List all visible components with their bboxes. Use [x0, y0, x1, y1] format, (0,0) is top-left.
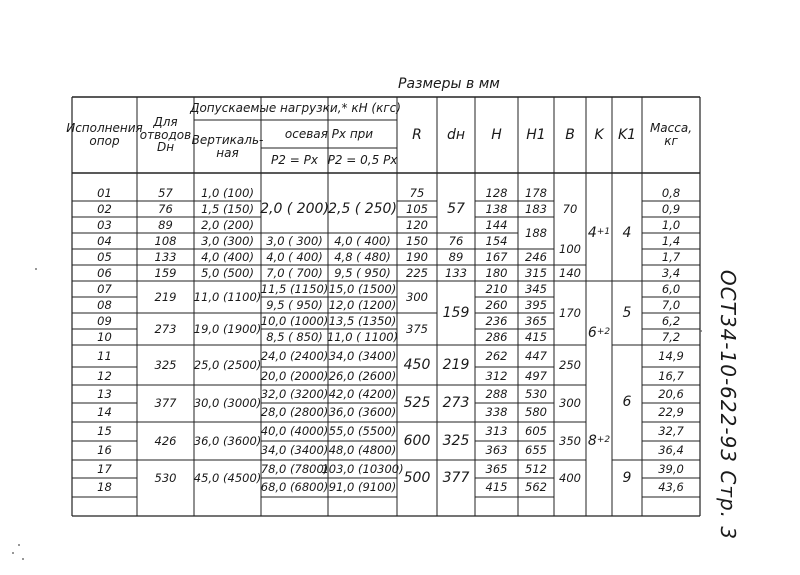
scan-speck: [22, 558, 24, 560]
K-cell: 8 +2: [587, 432, 611, 449]
dn-cell: 325: [154, 357, 177, 372]
mass-cell: 43,6: [658, 480, 684, 495]
R-cell: 150: [406, 233, 428, 248]
K1-cell: 5: [622, 304, 632, 321]
H-cell: 210: [485, 281, 508, 296]
variant-cell: 01: [97, 185, 112, 200]
dn-cell: 219: [154, 289, 177, 304]
variant-cell: 09: [97, 313, 112, 328]
dn-cell: 89: [158, 217, 173, 232]
axial-load-p2-eq-cell: 68,0 (6800): [260, 480, 329, 495]
axial-load-p2-half-cell: 42,0 (4200): [328, 386, 397, 401]
variant-cell: 06: [97, 265, 112, 280]
header-variant: Исполнения опор: [66, 121, 143, 148]
R-cell: 525: [403, 395, 431, 412]
header-K: K: [594, 126, 604, 143]
axial-load-p2-half-cell: 34,0 (3400): [328, 348, 397, 363]
B-cell: 400: [559, 471, 581, 486]
R-cell: 450: [403, 356, 431, 373]
mass-cell: 7,0: [661, 297, 681, 312]
R-cell: 190: [406, 249, 428, 264]
H1-cell: 395: [525, 297, 547, 312]
header-loads: Допускаемые нагрузки,* кН (кгс): [190, 101, 401, 116]
dn-pipe-cell: 76: [448, 233, 464, 248]
axial-load-p2-eq-cell: 7,0 ( 700): [266, 265, 323, 280]
H-cell: 154: [485, 233, 508, 248]
scan-speck: [18, 544, 20, 546]
header-dn-pipe: dн: [446, 126, 466, 143]
scan-speck: [35, 268, 37, 270]
H-cell: 286: [485, 329, 508, 344]
vertical-load-cell: 1,5 (150): [201, 201, 254, 216]
B-cell: 100: [559, 241, 581, 256]
vertical-load-cell: 45,0 (4500): [193, 471, 262, 486]
H-cell: 260: [485, 297, 508, 312]
H1-cell: 365: [525, 313, 547, 328]
variant-cell: 14: [97, 405, 112, 420]
B-cell: 350: [559, 433, 581, 448]
dn-cell: 426: [154, 433, 177, 448]
mass-cell: 16,7: [658, 368, 684, 383]
scan-speck: [700, 330, 702, 332]
H1-cell: 178: [525, 185, 547, 200]
axial-load-p2-half-cell: 15,0 (1500): [328, 281, 397, 296]
mass-cell: 1,0: [661, 217, 681, 232]
H1-cell: 530: [525, 386, 547, 401]
axial-load-p2-eq-cell: 20,0 (2000): [260, 368, 329, 383]
axial-load-p2-eq-cell: 24,0 (2400): [260, 348, 329, 363]
mass-cell: 22,9: [658, 405, 684, 420]
H1-cell: 562: [525, 480, 547, 495]
header-vertical: Вертикаль-ная: [191, 132, 264, 160]
mass-cell: 1,7: [661, 249, 681, 264]
H-cell: 365: [485, 461, 508, 476]
K1-cell: 9: [622, 470, 632, 487]
axial-load-p2-eq-cell: 34,0 (3400): [260, 443, 329, 458]
axial-load-p2-half-cell: 55,0 (5500): [328, 424, 397, 439]
dn-cell: 133: [154, 249, 177, 264]
H1-cell: 655: [525, 443, 547, 458]
dn-pipe-cell: 325: [442, 432, 470, 449]
axial-load-p2-eq-cell: 40,0 (4000): [260, 424, 329, 439]
header-H: H: [491, 126, 502, 143]
H-cell: 313: [485, 424, 508, 439]
R-cell: 600: [403, 432, 431, 449]
variant-cell: 10: [97, 329, 112, 344]
dn-pipe-cell: 273: [442, 395, 470, 412]
header-K1: K1: [617, 126, 637, 143]
axial-load-p2-half-cell: 9,5 ( 950): [334, 265, 391, 280]
vertical-load-cell: 19,0 (1900): [193, 321, 262, 336]
axial-load-p2-half-cell: 4,0 ( 400): [334, 233, 391, 248]
dn-cell: 57: [158, 185, 173, 200]
dn-pipe-cell: 133: [445, 265, 467, 280]
axial-load-p2-half-cell: 12,0 (1200): [328, 297, 397, 312]
vertical-load-cell: 36,0 (3600): [193, 433, 262, 448]
R-cell: 75: [409, 185, 425, 200]
dn-pipe-cell: 57: [447, 200, 465, 217]
variant-cell: 17: [97, 461, 112, 476]
mass-cell: 20,6: [658, 386, 684, 401]
header-mass: Масса, кг: [649, 121, 693, 148]
R-cell: 105: [406, 201, 428, 216]
H1-cell: 246: [525, 249, 547, 264]
vertical-load-cell: 2,0 (200): [201, 217, 254, 232]
axial-load-p2-half-cell: 48,0 (4800): [328, 443, 397, 458]
axial-load-p2-eq-cell: 2,0 ( 200): [260, 200, 329, 217]
H-cell: 338: [485, 405, 508, 420]
R-cell: 225: [406, 265, 428, 280]
header-dn: Для отводов Dн: [139, 115, 192, 155]
variant-cell: 13: [97, 386, 112, 401]
B-cell: 70: [562, 201, 578, 216]
axial-load-p2-half-cell: 2,5 ( 250): [328, 200, 397, 217]
variant-cell: 11: [97, 348, 112, 363]
axial-load-p2-half-cell: 103,0 (10300): [321, 461, 404, 476]
variant-cell: 03: [97, 217, 112, 232]
dn-pipe-cell: 377: [442, 470, 470, 487]
R-cell: 300: [406, 289, 428, 304]
axial-load-p2-eq-cell: 10,0 (1000): [260, 313, 329, 328]
H1-cell: 183: [525, 201, 547, 216]
variant-cell: 02: [97, 201, 112, 216]
H-cell: 180: [485, 265, 508, 280]
mass-cell: 7,2: [661, 329, 681, 344]
H-cell: 262: [485, 348, 508, 363]
vertical-load-cell: 5,0 (500): [201, 265, 254, 280]
mass-cell: 32,7: [658, 424, 684, 439]
B-cell: 170: [559, 305, 581, 320]
H1-cell: 512: [525, 461, 547, 476]
dn-cell: 76: [158, 201, 173, 216]
variant-cell: 08: [97, 297, 112, 312]
variant-cell: 16: [97, 443, 112, 458]
axial-load-p2-eq-cell: 3,0 ( 300): [266, 233, 323, 248]
dn-cell: 530: [154, 471, 177, 486]
R-cell: 500: [403, 470, 431, 487]
header-H1: H1: [526, 126, 546, 143]
axial-load-p2-eq-cell: 28,0 (2800): [260, 405, 329, 420]
axial-load-p2-eq-cell: 11,5 (1150): [260, 281, 329, 296]
axial-load-p2-half-cell: 36,0 (3600): [328, 405, 397, 420]
B-cell: 300: [559, 396, 581, 411]
axial-load-p2-half-cell: 26,0 (2600): [328, 368, 397, 383]
mass-cell: 6,2: [661, 313, 681, 328]
dn-pipe-cell: 219: [442, 356, 470, 373]
axial-load-p2-eq-cell: 4,0 ( 400): [266, 249, 323, 264]
H1-cell: 315: [525, 265, 547, 280]
mass-cell: 0,8: [661, 185, 681, 200]
H-cell: 288: [485, 386, 508, 401]
variant-cell: 18: [97, 480, 112, 495]
H-cell: 138: [485, 201, 508, 216]
mass-cell: 1,4: [661, 233, 681, 248]
header-axial: осевая Px при: [284, 126, 374, 141]
axial-load-p2-eq-cell: 78,0 (7800): [260, 461, 329, 476]
B-cell: 140: [559, 265, 581, 280]
variant-cell: 15: [97, 424, 112, 439]
page-title: Размеры в мм: [398, 76, 500, 92]
H1-cell: 447: [525, 348, 547, 363]
document-code-text: ОСТ34-10-622-93 Стр. 3: [716, 269, 741, 541]
variant-cell: 04: [97, 233, 112, 248]
axial-load-p2-eq-cell: 32,0 (3200): [260, 386, 329, 401]
K1-cell: 4: [622, 224, 632, 241]
variant-cell: 05: [97, 249, 112, 264]
dn-cell: 159: [154, 265, 177, 280]
mass-cell: 36,4: [658, 443, 684, 458]
R-cell: 120: [406, 217, 428, 232]
H1-cell: 188: [525, 225, 547, 240]
vertical-load-cell: 30,0 (3000): [193, 396, 262, 411]
H1-cell: 415: [525, 329, 547, 344]
H1-cell: 345: [525, 281, 547, 296]
scan-speck: [12, 552, 14, 554]
vertical-load-cell: 11,0 (1100): [193, 289, 262, 304]
H-cell: 415: [485, 480, 508, 495]
K1-cell: 6: [622, 394, 632, 411]
K-cell: 6 +2: [587, 324, 611, 341]
vertical-load-cell: 4,0 (400): [201, 249, 254, 264]
axial-load-p2-eq-cell: 9,5 ( 950): [266, 297, 323, 312]
header-R: R: [412, 126, 422, 143]
dn-pipe-cell: 89: [448, 249, 464, 264]
header-p2-half: P2 = 0,5 Px: [327, 153, 398, 168]
H-cell: 167: [485, 249, 508, 264]
R-cell: 375: [406, 321, 428, 336]
H-cell: 312: [485, 368, 508, 383]
variant-cell: 07: [97, 281, 112, 296]
vertical-load-cell: 25,0 (2500): [193, 357, 262, 372]
mass-cell: 3,4: [661, 265, 681, 280]
variant-cell: 12: [97, 368, 112, 383]
mass-cell: 14,9: [658, 348, 684, 363]
vertical-load-cell: 1,0 (100): [201, 185, 254, 200]
axial-load-p2-half-cell: 13,5 (1350): [328, 313, 397, 328]
dn-cell: 108: [154, 233, 177, 248]
axial-load-p2-eq-cell: 8,5 ( 850): [266, 329, 323, 344]
axial-load-p2-half-cell: 11,0 ( 1100): [326, 329, 399, 344]
H-cell: 363: [485, 443, 508, 458]
header-B: B: [565, 126, 575, 143]
vertical-load-cell: 3,0 (300): [201, 233, 254, 248]
B-cell: 250: [559, 357, 581, 372]
H-cell: 144: [485, 217, 508, 232]
dn-cell: 377: [154, 396, 177, 411]
dn-pipe-cell: 159: [442, 304, 470, 321]
mass-cell: 0,9: [661, 201, 681, 216]
H-cell: 236: [485, 313, 508, 328]
H1-cell: 605: [525, 424, 547, 439]
mass-cell: 39,0: [658, 461, 684, 476]
mass-cell: 6,0: [661, 281, 681, 296]
dn-cell: 273: [154, 321, 177, 336]
header-p2-eq: P2 = Px: [271, 153, 318, 168]
H1-cell: 580: [525, 405, 547, 420]
axial-load-p2-half-cell: 4,8 ( 480): [334, 249, 391, 264]
axial-load-p2-half-cell: 91,0 (9100): [328, 480, 397, 495]
K-cell: 4 +1: [587, 224, 611, 241]
H1-cell: 497: [525, 368, 547, 383]
H-cell: 128: [485, 185, 508, 200]
